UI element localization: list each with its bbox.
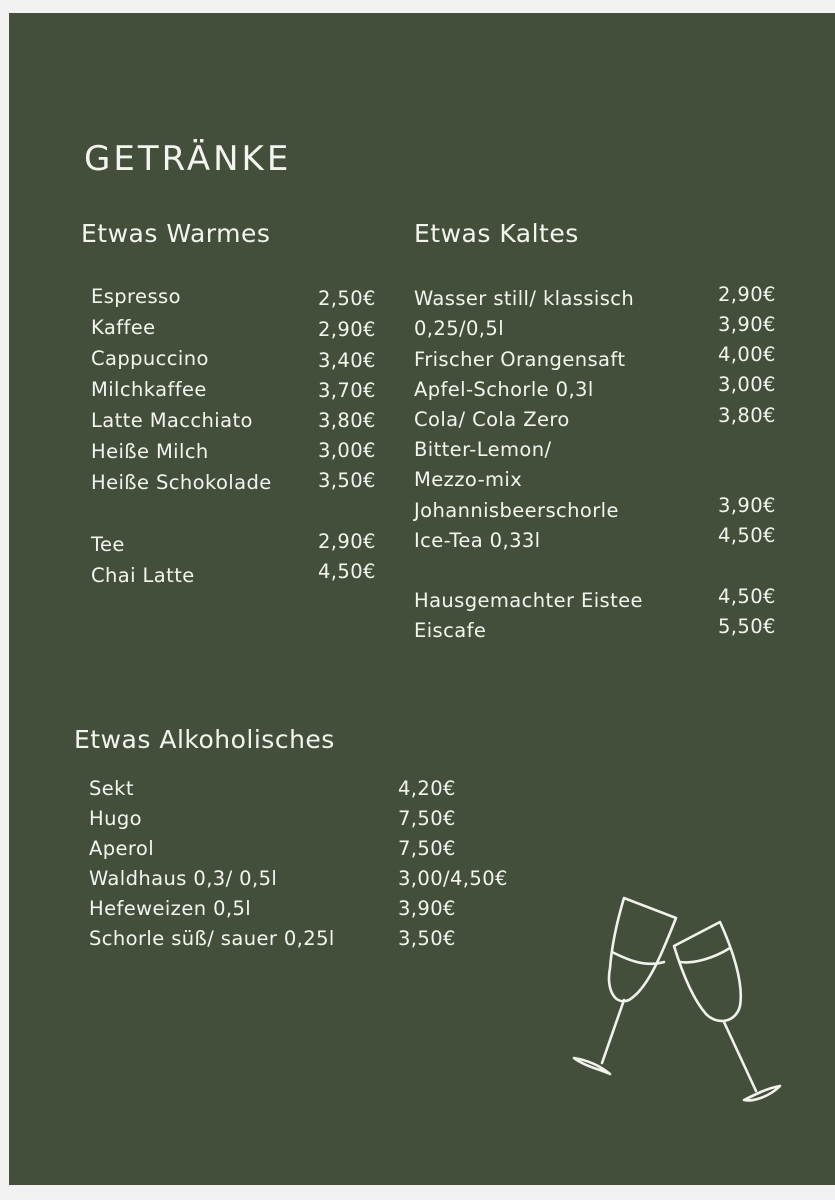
menu-item-name: Frischer Orangensaft: [414, 348, 626, 371]
menu-item-price: 3,90€: [398, 897, 456, 920]
page-title: GETRÄNKE: [84, 139, 292, 179]
menu-item-price: 4,00€: [718, 343, 776, 366]
menu-item-name: Johannisbeerschorle: [414, 499, 619, 522]
section-heading-cold: Etwas Kaltes: [414, 219, 579, 248]
menu-item-name: Apfel-Schorle 0,3l: [414, 378, 594, 401]
menu-item-name: Mezzo-mix: [414, 468, 523, 491]
menu-item-price: 3,00/4,50€: [398, 867, 508, 890]
menu-item-name: Cappuccino: [91, 347, 209, 370]
section-heading-alcohol: Etwas Alkoholisches: [74, 725, 335, 754]
menu-item-price: 2,90€: [718, 283, 776, 306]
menu-item-name: Wasser still/ klassisch: [414, 287, 635, 310]
menu-card: [9, 13, 835, 1185]
menu-item-name: Waldhaus 0,3/ 0,5l: [89, 867, 278, 890]
menu-item-name: Chai Latte: [91, 564, 195, 587]
menu-item-price: 3,50€: [398, 927, 456, 950]
menu-item-name: 0,25/0,5l: [414, 317, 505, 340]
section-heading-warm: Etwas Warmes: [81, 219, 271, 248]
menu-item-price: 5,50€: [718, 615, 776, 638]
menu-item-price: 3,70€: [318, 379, 376, 402]
menu-item-name: Latte Macchiato: [91, 409, 253, 432]
menu-item-name: Hausgemachter Eistee: [414, 589, 643, 612]
menu-item-name: Heiße Milch: [91, 440, 209, 463]
menu-item-name: Milchkaffee: [91, 378, 207, 401]
menu-item-price: 4,50€: [718, 524, 776, 547]
menu-item-price: 3,40€: [318, 349, 376, 372]
menu-item-price: 2,50€: [318, 287, 376, 310]
menu-item-price: 7,50€: [398, 837, 456, 860]
menu-item-price: 3,00€: [318, 439, 376, 462]
menu-item-name: Heiße Schokolade: [91, 471, 272, 494]
menu-item-name: Espresso: [91, 285, 181, 308]
menu-item-name: Kaffee: [91, 316, 156, 339]
menu-item-price: 4,50€: [318, 560, 376, 583]
menu-item-name: Hefeweizen 0,5l: [89, 897, 252, 920]
menu-item-price: 4,20€: [398, 777, 456, 800]
menu-item-name: Hugo: [89, 807, 142, 830]
menu-item-name: Aperol: [89, 837, 155, 860]
menu-item-name: Tee: [91, 533, 125, 556]
menu-item-price: 3,00€: [718, 373, 776, 396]
menu-item-name: Eiscafe: [414, 619, 487, 642]
champagne-glasses-icon: [554, 888, 794, 1118]
menu-item-name: Cola/ Cola Zero: [414, 408, 570, 431]
menu-item-price: 3,90€: [718, 313, 776, 336]
menu-item-price: 3,50€: [318, 469, 376, 492]
menu-item-name: Bitter-Lemon/: [414, 438, 552, 461]
menu-item-price: 3,80€: [318, 409, 376, 432]
menu-item-price: 4,50€: [718, 585, 776, 608]
menu-item-price: 3,80€: [718, 404, 776, 427]
menu-item-price: 7,50€: [398, 807, 456, 830]
menu-item-name: Schorle süß/ sauer 0,25l: [89, 927, 335, 950]
menu-item-price: 2,90€: [318, 530, 376, 553]
menu-item-name: Ice-Tea 0,33l: [414, 529, 541, 552]
menu-item-price: 2,90€: [318, 318, 376, 341]
menu-item-price: 3,90€: [718, 494, 776, 517]
menu-item-name: Sekt: [89, 777, 134, 800]
